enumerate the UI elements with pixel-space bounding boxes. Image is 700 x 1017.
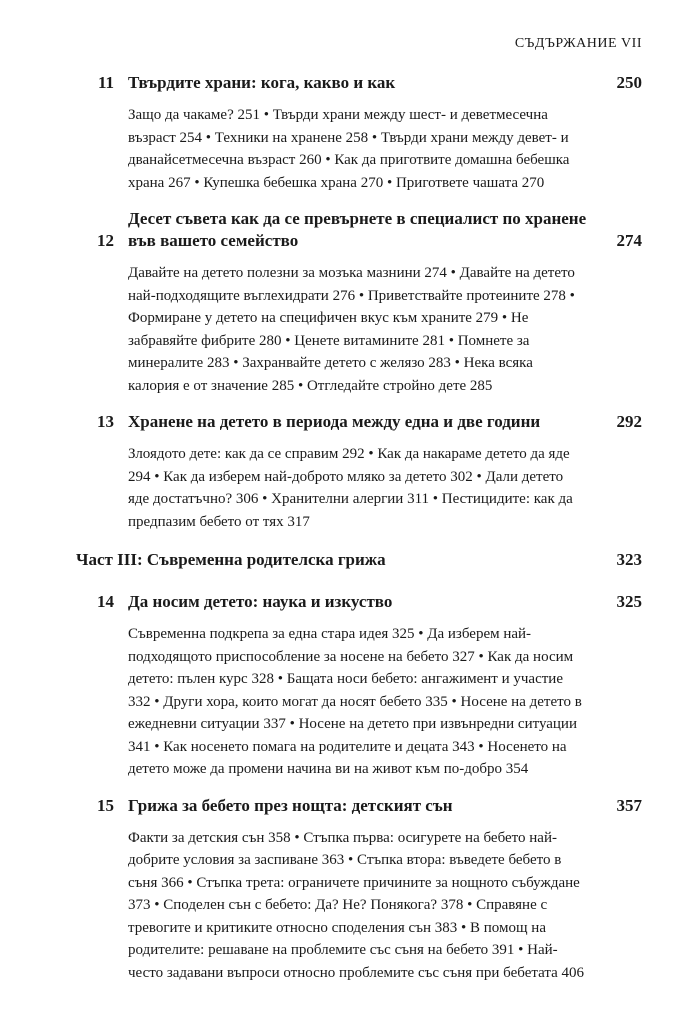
chapter-heading	[76, 795, 642, 817]
toc-chapter-12[interactable]	[76, 208, 642, 397]
chapter-heading	[76, 72, 642, 94]
chapter-title: Хранене на детето в периода между една и две години	[128, 412, 541, 431]
chapter-page: 250	[616, 73, 642, 92]
chapter-number: 14	[97, 592, 114, 611]
chapter-number: 13	[97, 412, 114, 431]
chapter-page: 274	[616, 231, 642, 250]
toc-chapter-13[interactable]	[76, 411, 642, 533]
chapter-title: Грижа за бебето през нощта: детският сън	[128, 795, 453, 815]
toc-chapter-11[interactable]	[76, 72, 642, 194]
chapter-page: 325	[616, 592, 642, 611]
chapter-heading	[76, 591, 642, 613]
chapter-contents: Давайте на детето полезни за мозъка мазнини 274 • Давайте на детето най-подходящите въглехидрати 276 • Приветствайте протеините 278 • Формиране у детето на специфичен вкус към храните 279 • Не забравяйте фибрите 280 • Ценете витамините 281 • Помнете за минералите 283 • Захранвайте детето с желязо 283 • Нека всяка калория е от значение 285 • Отгледайте стройно дете 285	[128, 265, 575, 394]
toc-part-3[interactable]	[76, 549, 642, 571]
chapter-title: Десет съвета как да се превърнете в специалист по хранене във вашето семейство	[128, 209, 587, 250]
chapter-heading	[76, 208, 642, 252]
chapter-contents: Злоядото дете: как да се справим 292 • Как да накараме детето да яде 294 • Как да изберем най-доброто мляко за детето 302 • Дали детето яде достатъчно? 306 • Хранителни алергии 311 • Пестицидите: как да предпазим бебето от тях 317	[128, 446, 573, 530]
toc-chapter-15[interactable]	[76, 795, 642, 985]
chapter-number: 11	[97, 73, 114, 92]
chapter-heading	[76, 411, 642, 433]
toc-chapter-14[interactable]	[76, 591, 642, 781]
chapter-number: 12	[97, 231, 114, 250]
chapter-number: 15	[97, 795, 114, 815]
chapter-page: 357	[616, 795, 642, 815]
chapter-contents: Факти за детския сън 358 • Стъпка първа: осигурете на бебето най-добрите условия за заспиване 363 • Стъпка втора: въведете бебето в съня 366 • Стъпка трета: ограничете причините за нощното събуждане 373 • Споделен сън с бебето: Да? Не? Понякога? 378 • Справяне с тревогите и критиките относно споделения сън 383 • В помощ на родителите: решаване на проблемите със съня на бебето 391 • Най-често задавани въпроси относно проблемите със съня при бебетата 406	[128, 829, 585, 981]
running-head: СЪДЪРЖАНИЕ VII	[514, 36, 642, 51]
chapter-contents: Защо да чакаме? 251 • Твърди храни между шест- и деветмесечна възраст 254 • Техники на хранене 258 • Твърди храни между девет- и дванайсетмесечна възраст 260 • Как да приготвите домашна бебешка храна 267 • Купешка бебешка храна 270 • Пригответе чашата 270	[128, 107, 570, 191]
chapter-contents: Съвременна подкрепа за една стара идея 325 • Да изберем най-подходящото приспособление за носене на бебето 327 • Как да носим детето: пълен курс 328 • Бащата носи бебето: ангажимент и участие 332 • Други хора, които могат да носят бебето 335 • Носене на детето в ежедневни ситуации 337 • Носене на детето при извънредни ситуации 341 • Как носенето помага на родителите и децата 343 • Носенето на детето може да промени начина ви на живот към по-добро 354	[128, 626, 582, 777]
chapter-page: 292	[616, 412, 642, 431]
chapter-title: Да носим детето: наука и изкуство	[128, 592, 393, 611]
table-of-contents	[76, 72, 642, 998]
chapter-title: Твърдите храни: кога, какво и как	[128, 73, 396, 92]
part-title: Част III: Съвременна родителска грижа	[76, 550, 386, 569]
part-page: 323	[616, 550, 642, 569]
